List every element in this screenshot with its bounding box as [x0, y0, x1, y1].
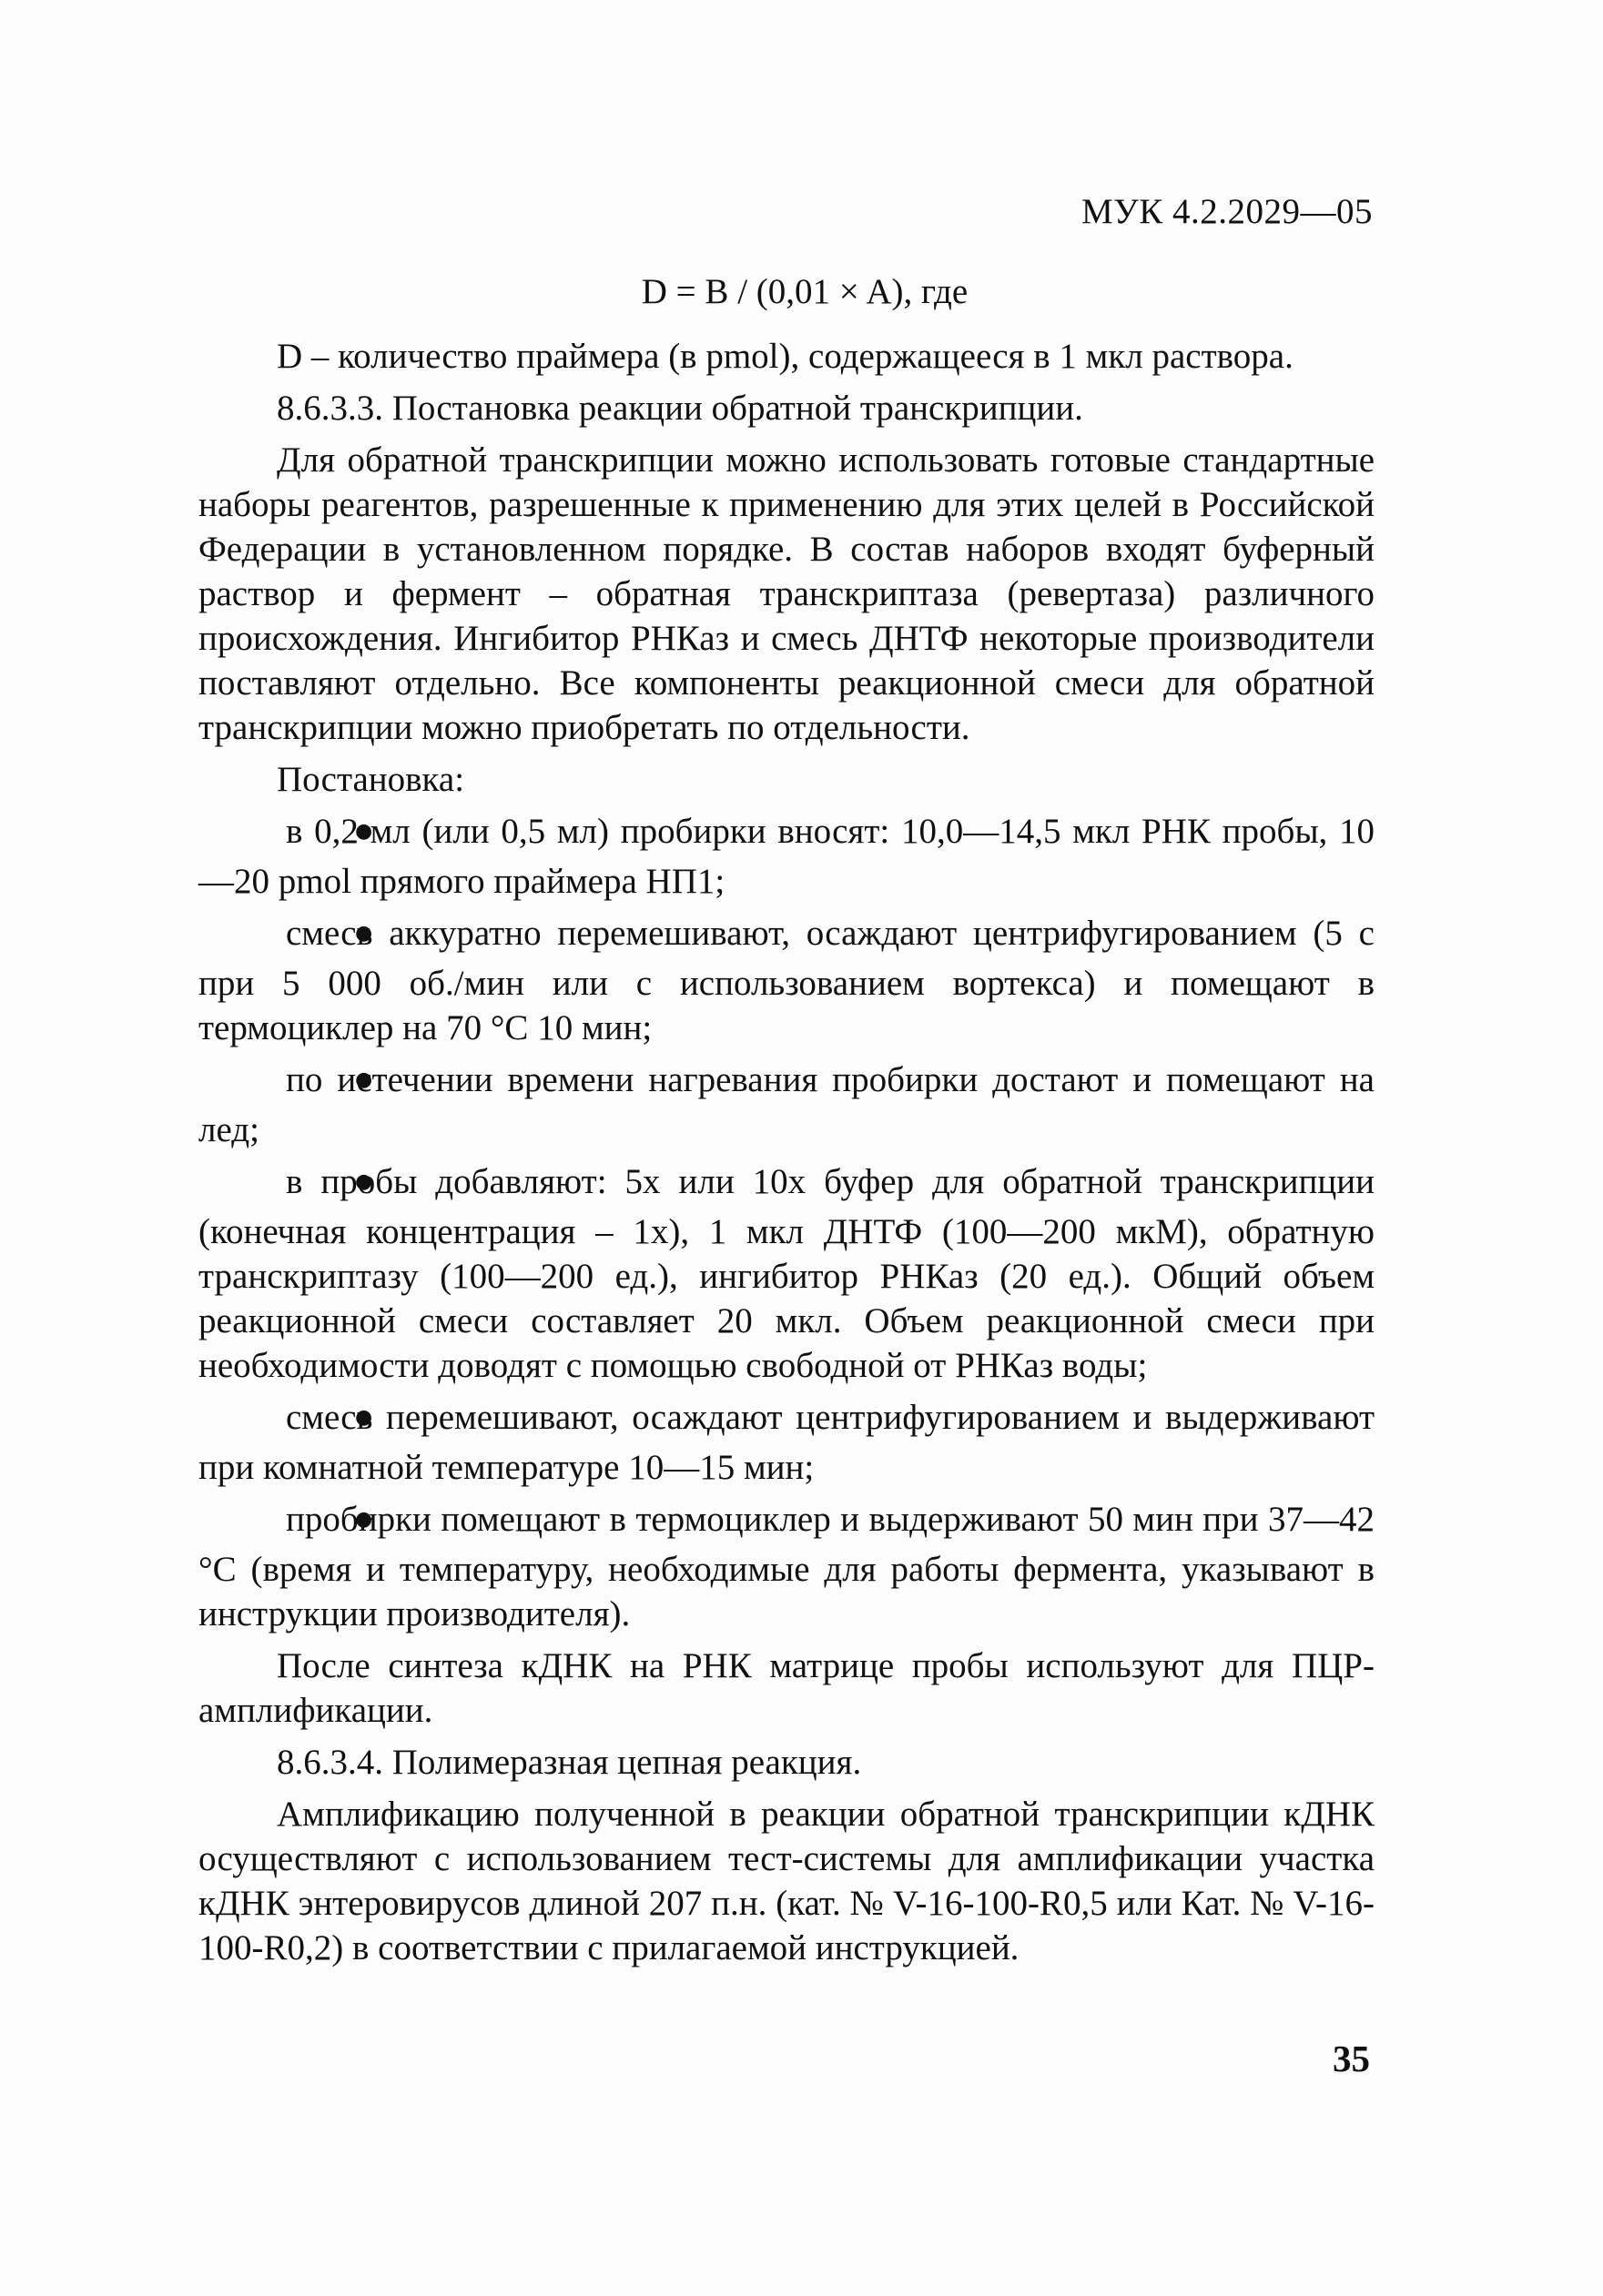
formula-line: [198, 269, 1375, 314]
list-item-text: в 0,2 мл (или 0,5 мл) пробирки вносят: 10,0—14,5 мкл РНК пробы, 10—20 pmol прямого праймера НП1;: [198, 812, 1375, 901]
list-item-text: пробирки помещают в термоциклер и выдерживают 50 мин при 37—42 °С (время и температуру, необходимые для работы фермента, указывают в инструкции производителя).: [198, 1500, 1375, 1633]
list-item: [198, 1497, 1375, 1636]
list-item-text: смесь аккуратно перемешивают, осаждают центрифугированием (5 с при 5 000 об./мин или с использованием вортекса) и помещают в термоциклер на 70 °С 10 мин;: [198, 914, 1375, 1047]
section-heading-8-6-3-4: 8.6.3.4. Полимеразная цепная реакция.: [277, 1743, 862, 1782]
list-item-text: в пробы добавляют: 5х или 10х буфер для обратной транскрипции (конечная концентрация – 1х), 1 мкл ДНТФ (100—200 мкМ), обратную транскриптазу (100—200 ед.), ингибитор РНКаз (20 ед.). Общий объем реакционной смеси составляет 20 мкл. Объем реакционной смеси при необходимости доводят с помощью свободной от РНКаз воды;: [198, 1162, 1375, 1385]
paragraph-definition: D – количество праймера (в pmol), содержащееся в 1 мкл раствора.: [277, 337, 1294, 376]
page-number: 35: [1333, 2038, 1370, 2079]
list-item: [198, 1057, 1375, 1152]
paragraph-after-synthesis: После синтеза кДНК на РНК матрице пробы используют для ПЦР-амплификации.: [198, 1646, 1375, 1730]
list-item: [198, 809, 1375, 904]
list-item: [198, 911, 1375, 1050]
paragraph-reverse-transcription-intro: Для обратной транскрипции можно использовать готовые стандартные наборы реагентов, разрешенные к применению для этих целей в Российской Федерации в установленном порядке. В состав наборов входят буферный раствор и фермент – обратная транскриптаза (ревертаза) различного происхождения. Ингибитор РНКаз и смесь ДНТФ некоторые производители поставляют отдельно. Все компоненты реакционной смеси для обратной транскрипции можно приобретать по отдельности.: [198, 440, 1375, 747]
formula-text: D = B / (0,01 × A), где: [641, 272, 969, 311]
document-code-header: МУК 4.2.2029—05: [1081, 192, 1373, 231]
list-item-text: смесь перемешивают, осаждают центрифугированием и выдерживают при комнатной температуре 10—15 мин;: [198, 1398, 1375, 1487]
paragraph-setup-label: Постановка:: [277, 760, 465, 799]
list-item-text: по истечении времени нагревания пробирки достают и помещают на лед;: [198, 1060, 1375, 1149]
list-item: [198, 1159, 1375, 1388]
list-item: [198, 1395, 1375, 1490]
paragraph-amplification: Амплификацию полученной в реакции обратной транскрипции кДНК осуществляют с использованием тест-системы для амплификации участка кДНК энтеровирусов длиной 207 п.н. (кат. № V-16-100-R0,5 или Кат. № V-16-100-R0,2) в соответствии с прилагаемой инструкцией.: [198, 1795, 1375, 1967]
document-body: [198, 269, 1375, 1977]
section-heading-8-6-3-3: 8.6.3.3. Постановка реакции обратной транскрипции.: [277, 389, 1083, 428]
